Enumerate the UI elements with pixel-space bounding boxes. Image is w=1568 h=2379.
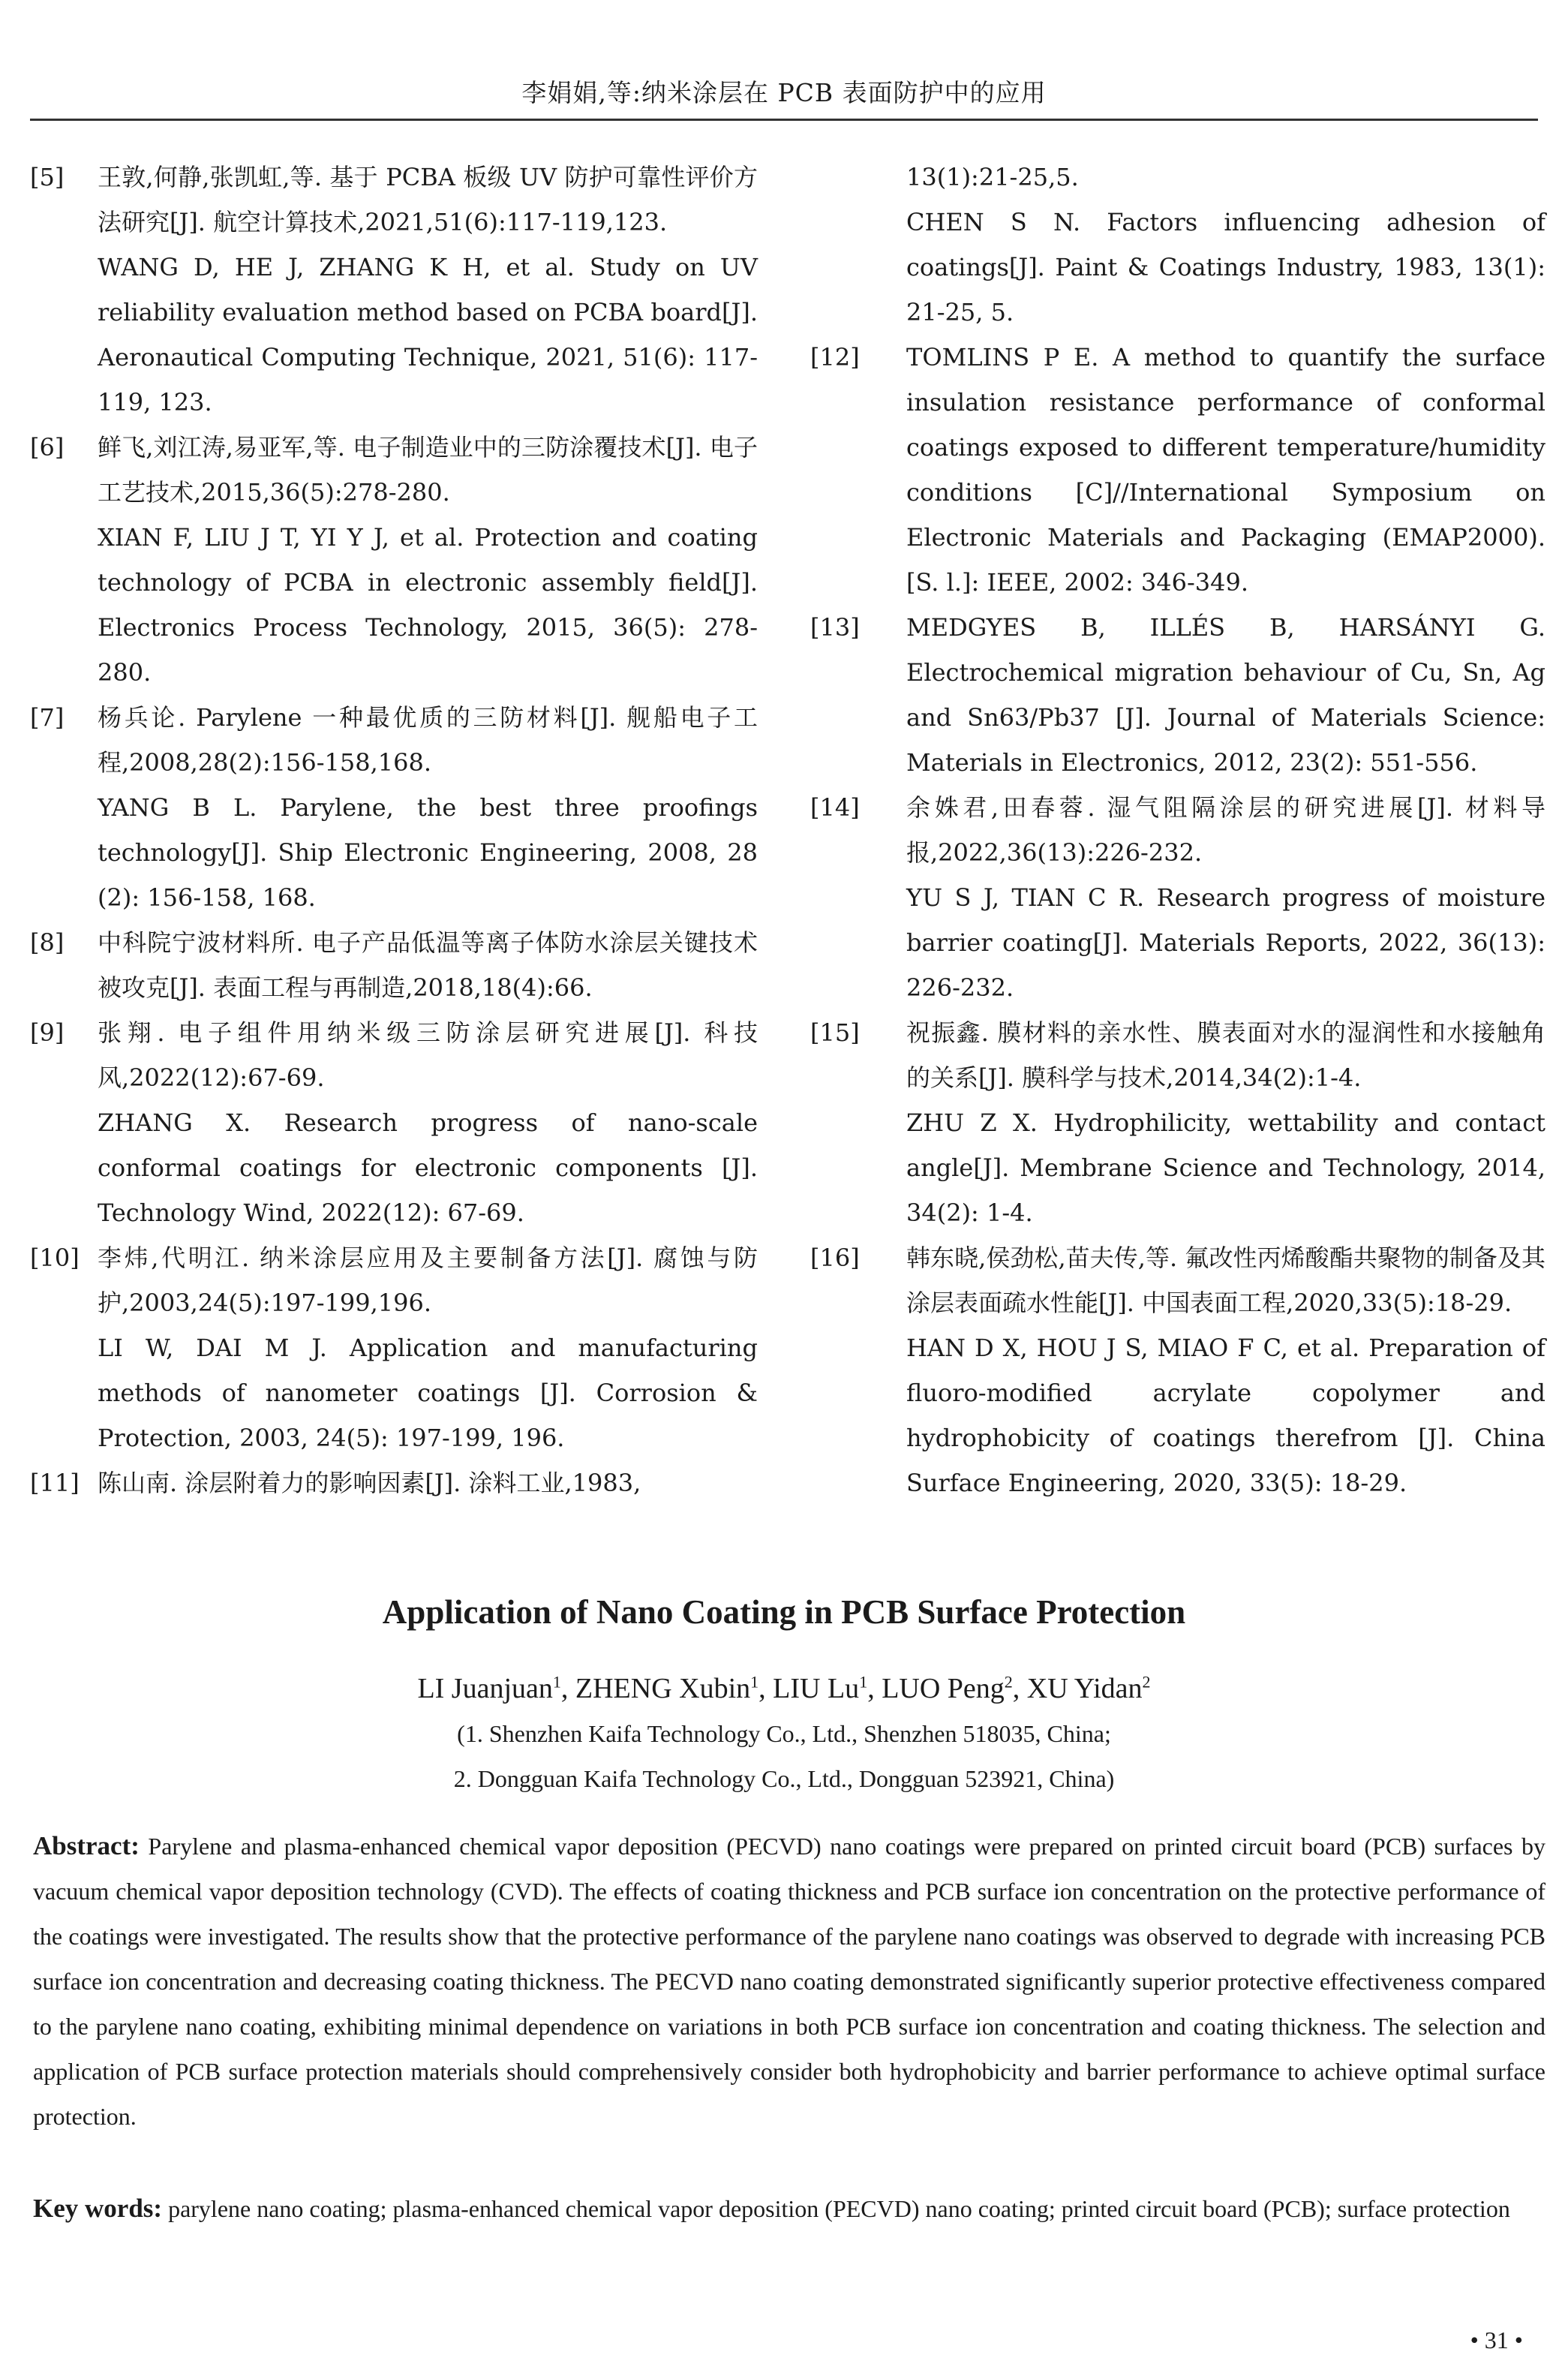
running-header: 李娟娟,等:纳米涂层在 PCB 表面防护中的应用 bbox=[521, 78, 1047, 107]
reference-number: [12] bbox=[810, 343, 860, 371]
reference-item bbox=[810, 1235, 1545, 1505]
reference-item bbox=[30, 1235, 758, 1460]
author-name: LI Juanjuan bbox=[417, 1673, 553, 1704]
reference-item bbox=[30, 155, 758, 425]
reference-zh-text: 韩东晓,侯劲松,苗夫传,等. 氟改性丙烯酸酯共聚物的制备及其涂层表面疏水性能[J]. 中国表面工程,2020,33(5):18-29. bbox=[906, 1244, 1545, 1317]
reference-zh-text: 余姝君,田春蓉. 湿气阻隔涂层的研究进展[J]. 材料导报,2022,36(13):226-232. bbox=[906, 793, 1545, 867]
reference-number: [5] bbox=[30, 163, 65, 191]
reference-item bbox=[30, 425, 758, 695]
reference-number: [14] bbox=[810, 793, 860, 822]
reference-zh-text: 鲜飞,刘江涛,易亚军,等. 电子制造业中的三防涂覆技术[J]. 电子工艺技术,2015,36(5):278-280. bbox=[98, 433, 758, 507]
affiliation-line-1: (1. Shenzhen Kaifa Technology Co., Ltd., Shenzhen 518035, China; bbox=[457, 1720, 1111, 1747]
reference-zh-text: 杨兵论. Parylene 一种最优质的三防材料[J]. 舰船电子工程,2008,28(2):156-158,168. bbox=[98, 703, 758, 777]
author-name: ZHENG Xubin bbox=[575, 1673, 751, 1704]
reference-en-text: MEDGYES B, ILLÉS B, HARSÁNYI G. Electrochemical migration behaviour of Cu, Sn, Ag and Sn63/Pb37 [J]. Journal of Materials Science: Materials in Electronics, 2012, 23(2): 551-556. bbox=[906, 613, 1545, 777]
author-list: LI Juanjuan$^1$, ZHENG Xubin$^1$, LIU Lu$^1$, LUO Peng$^2$, XU Yidan$^2$ bbox=[417, 1672, 1151, 1704]
reference-continuation-en: CHEN S N. Factors influencing adhesion of coatings[J]. Paint & Coatings Industry, 1983, 13(1): 21-25, 5. bbox=[906, 208, 1545, 326]
reference-number: [8] bbox=[30, 928, 65, 957]
header-divider bbox=[30, 119, 1538, 121]
affiliation-line-2: 2. Dongguan Kaifa Technology Co., Ltd., Dongguan 523921, China) bbox=[453, 1765, 1115, 1792]
reference-item bbox=[810, 605, 1545, 785]
reference-en-text: TOMLINS P E. A method to quantify the surface insulation resistance performance of conformal coatings exposed to different temperature/humidity conditions [C]//International Symposium on Electronic Materials and Packaging (EMAP2000). [S. l.]: IEEE, 2002: 346-349. bbox=[906, 343, 1545, 597]
reference-en-text: LI W, DAI M J. Application and manufacturing methods of nanometer coatings [J]. Corrosion & Protection, 2003, 24(5): 197-199, 196. bbox=[98, 1334, 758, 1452]
reference-continuation-zh: 13(1):21-25,5. bbox=[906, 163, 1079, 191]
reference-number: [16] bbox=[810, 1244, 860, 1272]
reference-item bbox=[30, 1460, 758, 1505]
author-name: LIU Lu bbox=[773, 1673, 860, 1704]
reference-en-text: ZHU Z X. Hydrophilicity, wettability and contact angle[J]. Membrane Science and Technology, 2014, 34(2): 1-4. bbox=[906, 1108, 1545, 1227]
reference-number: [11] bbox=[30, 1469, 80, 1497]
page-number: • 31 • bbox=[1470, 2326, 1523, 2353]
reference-en-text: YANG B L. Parylene, the best three proofings technology[J]. Ship Electronic Engineering, 2008, 28 (2): 156-158, 168. bbox=[98, 793, 758, 912]
reference-item bbox=[30, 695, 758, 920]
reference-number: [6] bbox=[30, 433, 65, 462]
reference-en-text: YU S J, TIAN C R. Research progress of moisture barrier coating[J]. Materials Reports, 2022, 36(13): 226-232. bbox=[906, 883, 1545, 1002]
reference-number: [15] bbox=[810, 1018, 860, 1047]
reference-en-text: XIAN F, LIU J T, YI Y J, et al. Protection and coating technology of PCBA in electronic assembly field[J]. Electronics Process Technology, 2015, 36(5): 278-280. bbox=[98, 523, 758, 687]
reference-item bbox=[810, 335, 1545, 605]
author-affiliation-mark: 2 bbox=[1004, 1672, 1013, 1692]
reference-en-text: ZHANG X. Research progress of nano-scale conformal coatings for electronic components [J]. Technology Wind, 2022(12): 67-69. bbox=[98, 1108, 758, 1227]
abstract-text: Parylene and plasma-enhanced chemical vapor deposition (PECVD) nano coatings were prepared on printed circuit board (PCB) surfaces by vacuum chemical vapor deposition technology (CVD). The effects of coating thickness and PCB surface ion concentration on the protective performance of the coatings were investigated. The results show that the protective performance of the parylene nano coatings was observed to degrade with increasing PCB surface ion concentration and decreasing coating thickness. The PECVD nano coating demonstrated significantly superior protective effectiveness compared to the parylene nano coating, exhibiting minimal dependence on variations in both PCB surface ion concentration and coating thickness. The selection and application of PCB surface protection materials should comprehensively consider both hydrophobicity and barrier performance to achieve optimal surface protection. bbox=[33, 1833, 1546, 2130]
left-reference-column bbox=[30, 155, 758, 1505]
reference-number: [9] bbox=[30, 1018, 65, 1047]
abstract-block bbox=[33, 1824, 1545, 2139]
reference-number: [10] bbox=[30, 1244, 80, 1272]
author-affiliation-mark: 1 bbox=[859, 1672, 868, 1692]
reference-zh-text: 中科院宁波材料所. 电子产品低温等离子体防水涂层关键技术被攻克[J]. 表面工程与再制造,2018,18(4):66. bbox=[98, 928, 758, 1002]
keywords-text: parylene nano coating; plasma-enhanced chemical vapor deposition (PECVD) nano coating; printed circuit board (PCB); surface protection bbox=[168, 2195, 1510, 2222]
english-title: Application of Nano Coating in PCB Surface Protection bbox=[382, 1593, 1186, 1631]
right-reference-column bbox=[810, 155, 1545, 1505]
reference-number: [13] bbox=[810, 613, 860, 642]
reference-en-text: HAN D X, HOU J S, MIAO F C, et al. Preparation of fluoro-modified acrylate copolymer and hydrophobicity of coatings therefrom [J]. China Surface Engineering, 2020, 33(5): 18-29. bbox=[906, 1334, 1545, 1497]
reference-zh-text: 李炜,代明江. 纳米涂层应用及主要制备方法[J]. 腐蚀与防护,2003,24(5):197-199,196. bbox=[98, 1244, 758, 1317]
reference-zh-text: 张翔. 电子组件用纳米级三防涂层研究进展[J]. 科技风,2022(12):67-69. bbox=[98, 1018, 758, 1092]
abstract-label: Abstract: bbox=[33, 1831, 140, 1860]
author-affiliation-mark: 1 bbox=[552, 1672, 561, 1692]
reference-zh-text: 陈山南. 涂层附着力的影响因素[J]. 涂料工业,1983, bbox=[98, 1469, 641, 1497]
reference-item bbox=[30, 1010, 758, 1235]
author-affiliation-mark: 1 bbox=[750, 1672, 759, 1692]
reference-en-text: WANG D, HE J, ZHANG K H, et al. Study on UV reliability evaluation method based on PCBA board[J]. Aeronautical Computing Technique, 2021, 51(6): 117-119, 123. bbox=[98, 253, 758, 417]
keywords-block bbox=[33, 2186, 1545, 2231]
author-affiliation-mark: 2 bbox=[1142, 1672, 1151, 1692]
reference-item bbox=[810, 1010, 1545, 1235]
author-name: XU Yidan bbox=[1026, 1673, 1143, 1704]
reference-zh-text: 祝振鑫. 膜材料的亲水性、膜表面对水的湿润性和水接触角的关系[J]. 膜科学与技术,2014,34(2):1-4. bbox=[906, 1018, 1545, 1092]
reference-item bbox=[30, 920, 758, 1010]
keywords-label: Key words: bbox=[33, 2194, 163, 2223]
reference-zh-text: 王敦,何静,张凯虹,等. 基于 PCBA 板级 UV 防护可靠性评价方法研究[J]. 航空计算技术,2021,51(6):117-119,123. bbox=[98, 163, 758, 236]
reference-number: [7] bbox=[30, 703, 65, 732]
reference-item bbox=[810, 785, 1545, 1010]
author-name: LUO Peng bbox=[882, 1673, 1005, 1704]
